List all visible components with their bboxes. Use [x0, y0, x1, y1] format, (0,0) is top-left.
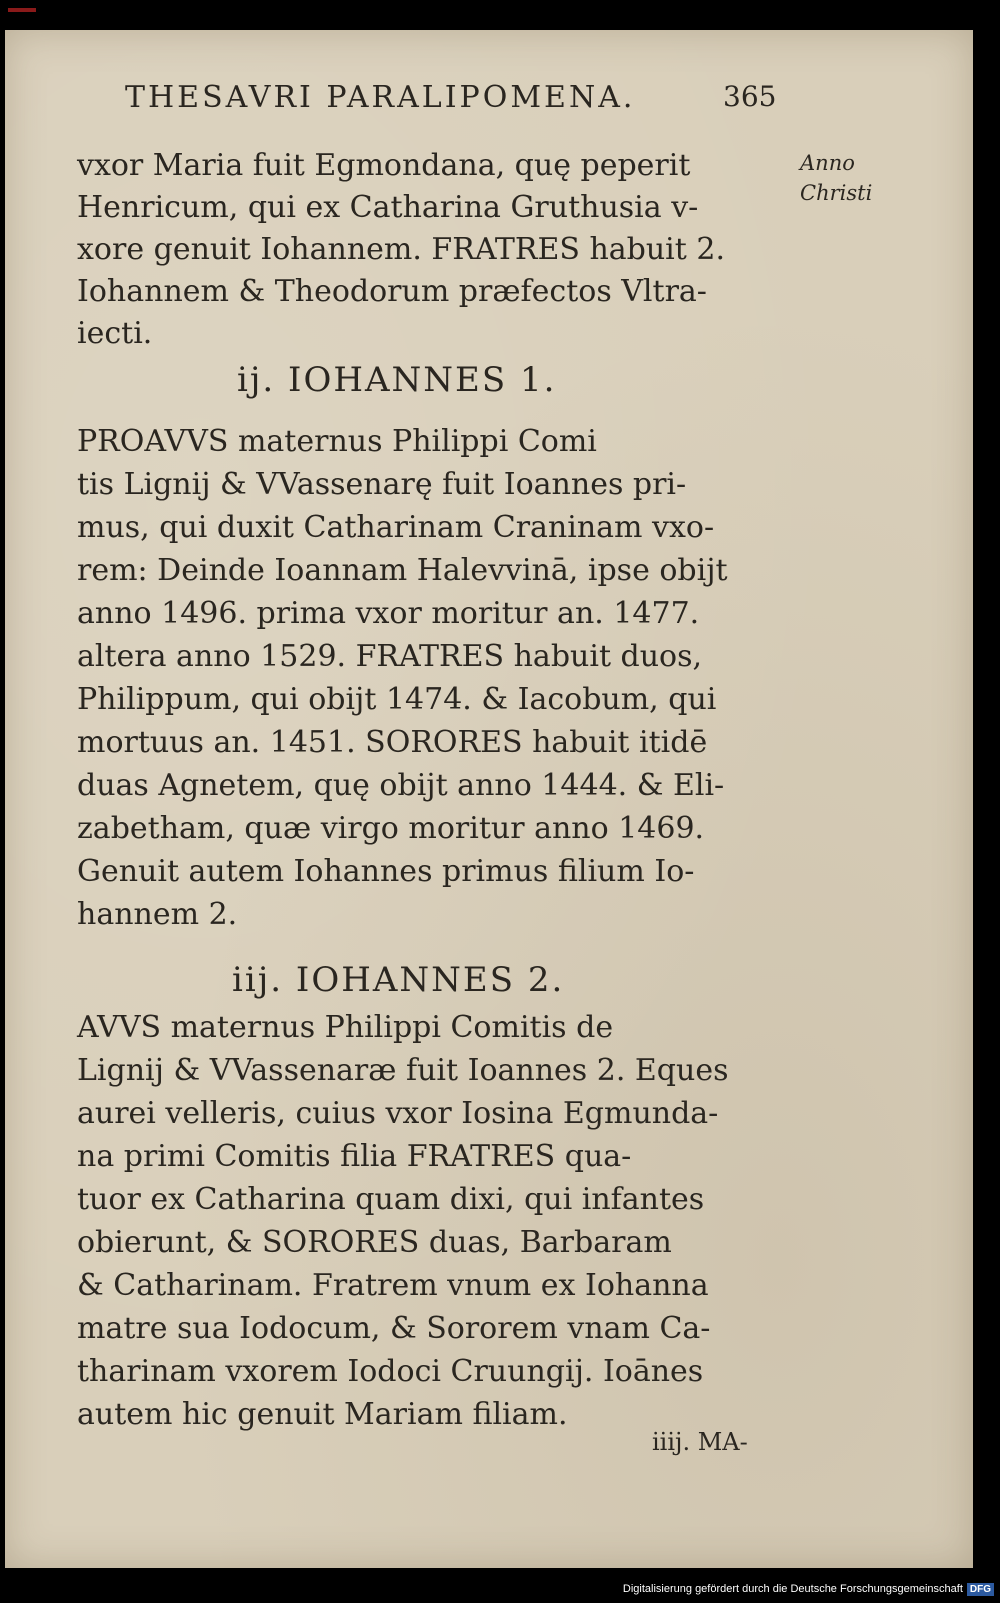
text-line: Lignij & VVassenaræ fuit Ioannes 2. Eques — [77, 1053, 729, 1088]
text-line: zabetham, quæ virgo moritur anno 1469. — [77, 811, 705, 846]
text-line: mus, qui duxit Catharinam Craninam vxo- — [77, 510, 715, 545]
book-page — [5, 30, 973, 1568]
text-line: matre sua Iodocum, & Sororem vnam Ca- — [77, 1311, 711, 1346]
text-line: autem hic genuit Mariam filiam. — [77, 1397, 568, 1432]
margin-note-line: Christi — [800, 181, 873, 205]
text-line: & Catharinam. Fratrem vnum ex Iohanna — [77, 1268, 709, 1303]
text-line: rem: Deinde Ioannam Halevvinā, ipse obijt — [77, 553, 728, 588]
text-line: Genuit autem Iohannes primus filium Io- — [77, 854, 695, 889]
text-line: duas Agnetem, quę obijt anno 1444. & Eli- — [77, 768, 725, 803]
margin-note-line: Anno — [800, 151, 855, 175]
text-line: hannem 2. — [77, 897, 238, 932]
dfg-logo: DFG — [967, 1583, 994, 1596]
text-line: Iohannem & Theodorum præfectos Vltra- — [77, 274, 707, 309]
margin-note — [800, 148, 872, 208]
text-line: iecti. — [77, 316, 153, 351]
text-line: mortuus an. 1451. SORORES habuit itidē — [77, 725, 708, 760]
running-head: THESAVRI PARALIPOMENA. — [125, 80, 636, 115]
text-line: anno 1496. prima vxor moritur an. 1477. — [77, 596, 700, 631]
text-line: vxor Maria fuit Egmondana, quę peperit — [77, 148, 691, 183]
footer-bar — [0, 1575, 1000, 1603]
text-line: tharinam vxorem Iodoci Cruungij. Ioānes — [77, 1354, 704, 1389]
text-line: Henricum, qui ex Catharina Gruthusia v- — [77, 190, 699, 225]
text-line: Philippum, qui obijt 1474. & Iacobum, qui — [77, 682, 717, 717]
text-line: obierunt, & SORORES duas, Barbaram — [77, 1225, 672, 1260]
text-line: xore genuit Iohannem. FRATRES habuit 2. — [77, 232, 725, 267]
text-line: altera anno 1529. FRATRES habuit duos, — [77, 639, 703, 674]
text-line: AVVS maternus Philippi Comitis de — [77, 1010, 614, 1045]
section-heading: iij. IOHANNES 2. — [232, 960, 565, 1000]
text-line: tis Lignij & VVassenarę fuit Ioannes pri- — [77, 467, 687, 502]
section-heading: ij. IOHANNES 1. — [237, 360, 557, 400]
scan-color-mark — [8, 8, 36, 12]
page-number: 365 — [723, 80, 777, 113]
text-line: PROAVVS maternus Philippi Comi — [77, 424, 597, 459]
text-line: aurei velleris, cuius vxor Iosina Egmunda- — [77, 1096, 719, 1131]
footer-credit: Digitalisierung gefördert durch die Deutsche Forschungsgemeinschaft — [622, 1583, 963, 1595]
catchword: iiij. MA- — [652, 1428, 748, 1456]
text-line: tuor ex Catharina quam dixi, qui infantes — [77, 1182, 705, 1217]
text-line: na primi Comitis filia FRATRES qua- — [77, 1139, 632, 1174]
